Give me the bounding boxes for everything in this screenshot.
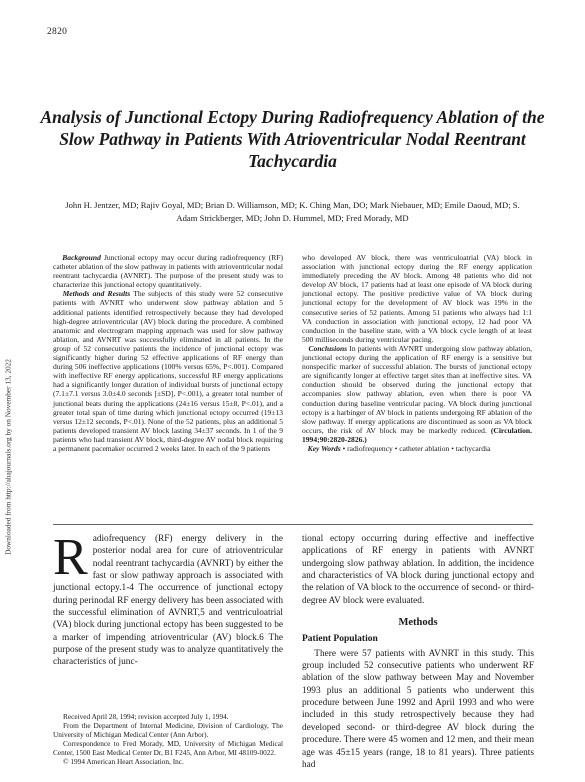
body-right-column	[302, 533, 534, 771]
body-left-column	[53, 529, 283, 669]
keywords	[302, 444, 532, 453]
footnote-correspondence: Correspondence to Fred Morady, MD, University of Michigan Medical Center, 1500 East Medical Center Dr, B1 F245, Ann Arbor, MI 48109-0022.	[53, 739, 283, 757]
download-note-text: Downloaded from http://ahajournals.org by on November 13, 2022	[3, 359, 13, 555]
page-number: 2820	[47, 27, 68, 37]
conclusions-text: In patients with AVNRT undergoing slow pathway ablation, junctional ectopy during the application of RF energy is a sensitive but nonspecific marker of successful ablation. The bursts of junctional ectopy are significantly longer at effective target sites than at ineffective sites. VA conduction should be observed during the junctional ectopy that accompanies slow pathway ablation, even when there is poor VA conduction during baseline ventricular pacing. VA block during junctional ectopy is a harbinger of AV block in patients undergoing RF ablation of the slow pathway. If energy applications are discontinued as soon as VA block occurs, the risk of AV block may be markedly reduced.	[302, 343, 532, 435]
patient-population-heading: Patient Population	[302, 634, 378, 645]
keywords-text: • radiofrequency • catheter ablation • tachycardia	[340, 443, 491, 453]
abstract-conclusions	[302, 344, 532, 444]
download-note	[1, 292, 15, 622]
intro-text: adiofrequency (RF) energy delivery in the posterior nodal area for cure of atrioventricular nodal reentrant tachycardia (AVNRT) by either the fast or slow pathway approach is associated with junctional ectopy.1-4 The occurrence of junctional ectopy during perinodal RF energy delivery has been associated with the successful elimination of AVNRT,5 and ventriculoatrial (VA) block during junctional ectopy has been suggested to be a marker of impending atrioventricular (AV) block.6 The purpose of the present study was to analyze quantitatively the characteristics of junc-	[53, 534, 283, 668]
keywords-label: Key Words	[307, 443, 341, 453]
footnote-received: Received April 28, 1994; revision accepted July 1, 1994.	[63, 712, 229, 721]
intro-continued: tional ectopy occurring during effective and ineffective applications of RF energy in patients with AVNRT undergoing slow pathway ablation. In addition, the incidence and characteristics of VA block during junctional ectopy and the relation of VA block to the occurrence of second- or third-degree AV block were evaluated.	[302, 534, 534, 606]
abstract-right-column	[302, 253, 532, 453]
intro-paragraph	[53, 529, 283, 669]
abstract-left-column	[53, 253, 283, 453]
citation: (Circulation. 1994;90:2820-2826.)	[302, 425, 533, 444]
abstract-results-continued: who developed AV block, there was ventriculoatrial (VA) block in association with junctional ectopy during the RF energy application immediately preceding the AV block. Among 48 patients who did not develop AV block, 17 patients had at least one episode of VA block during junctional ectopy. The positive predictive value of VA block during junctional ectopy for the development of AV block was 19% in the consecutive series of 52 patients. Among 51 patients who always had 1:1 VA conduction in association with junctional ectopy, 12 had poor VA conduction in the baseline state, with a VA block cycle length of at least 500 milliseconds during ventricular pacing.	[302, 253, 532, 344]
abstract-methods	[53, 289, 283, 453]
footnote-block	[53, 712, 283, 766]
methods-heading: Methods	[398, 617, 438, 629]
abstract-divider	[53, 524, 533, 525]
author-list: John H. Jentzer, MD; Rajiv Goyal, MD; Brian D. Williamson, MD; K. Ching Man, DO; Mark Niebauer, MD; Emile Daoud, MD; S. Adam Strickberger, MD; John D. Hummel, MD; Fred Morady, MD	[65, 200, 520, 223]
drop-cap: R	[53, 529, 88, 586]
background-label: Background	[62, 253, 101, 262]
abstract-background	[53, 253, 283, 289]
methods-label: Methods and Results	[62, 289, 131, 299]
patient-population-body: There were 57 patients with AVNRT in this study. This group included 52 consecutive patients who underwent RF ablation of the slow pathway between May and November 1993 plus an additional 5 patients who underwent this procedure between June 1992 and April 1993 and who were included in this study retrospectively because they had developed second- or third-degree AV block during the procedure. There were 45 women and 12 men, and their mean age was 45±15 years (range, 18 to 81 years). Three patients had	[302, 648, 534, 770]
background-text: Junctional ectopy may occur during radiofrequency (RF) catheter ablation of the slow pathway in patients with atrioventricular nodal reentrant tachycardia (AVNRT). The purpose of the present study was to characterize this junctional ectopy quantitatively.	[53, 253, 283, 290]
methods-text: The subjects of this study were 52 consecutive patients with AVNRT who underwent slow pathway ablation and 5 additional patients identified retrospectively because they had developed high-degree atrioventricular (AV) block during the procedure. A combined anatomic and electrogram mapping approach was used for slow pathway ablation, and AVNRT was successfully eliminated in all patients. In the group of 52 consecutive patients the incidence of junctional ectopy was significantly higher during 52 effective applications of RF energy than during 506 ineffective applications (100% versus 65%, P<.001). Compared with ineffective RF energy applications, successful RF energy applications had a significantly longer duration of individual bursts of junctional ectopy (7.1±7.1 versus 3.0±4.0 seconds [±SD], P<.001), a greater total number of junctional beats during the applications (24±16 versus 15±8, P<.01), and a greater total span of time during which junctional ectopy occurred (19±13 versus 12±12 seconds, P<.01). None of the 52 patients, plus an additional 5 patients developed transient AV block lasting 34±37 seconds. In 1 of the 9 patients who had transient AV block, third-degree AV nodal block requiring a permanent pacemaker occurred 2 weeks later. In each of the 9 patients	[53, 289, 283, 453]
patient-population-text	[302, 648, 534, 771]
conclusions-label: Conclusions	[308, 343, 348, 353]
footnote-from: From the Department of Internal Medicine, Division of Cardiology, The University of Michigan Medical Center (Ann Arbor).	[53, 721, 283, 739]
footnote-copyright: © 1994 American Heart Association, Inc.	[63, 757, 184, 766]
article-title: Analysis of Junctional Ectopy During Radiofrequency Ablation of the Slow Pathway in Patients With Atrioventricular Nodal Reentrant Tachycardia	[40, 107, 545, 171]
